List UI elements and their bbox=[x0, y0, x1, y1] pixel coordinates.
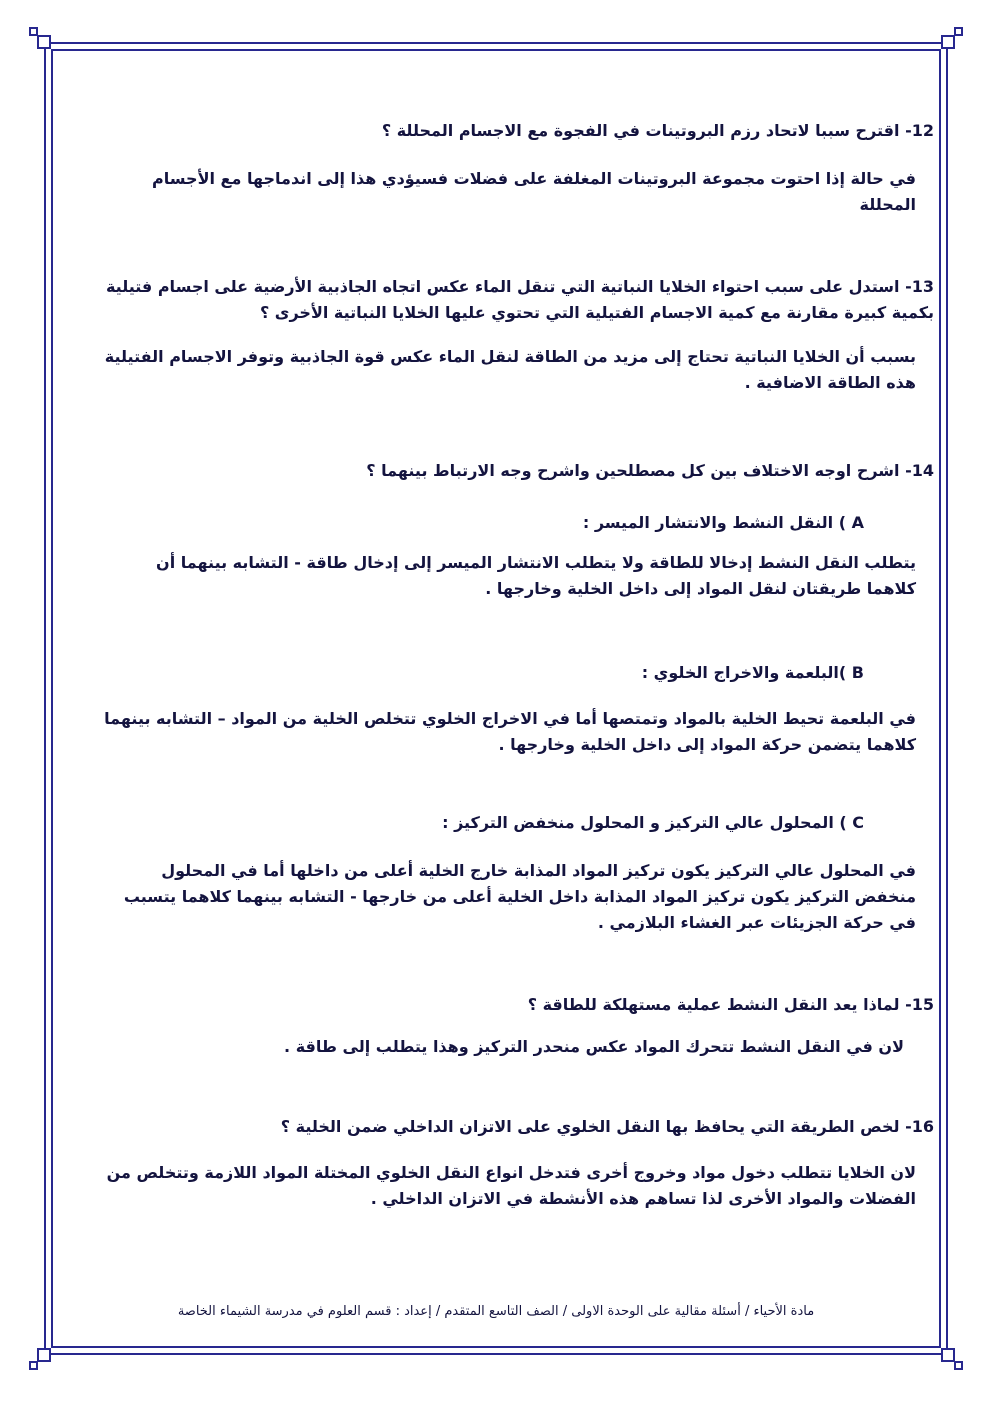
border-corner-ornament bbox=[29, 27, 38, 36]
answer-12: في حالة إذا احتوت مجموعة البروتينات المغلفة على فضلات فسيؤدي هذا إلى اندماجها مع الأجسام المحللة bbox=[152, 169, 916, 214]
border-corner-ornament bbox=[954, 27, 963, 36]
question-14-part-a-answer: يتطلب النقل النشط إدخالا للطاقة ولا يتطلب الانتشار الميسر إلى إدخال طاقة - التشابه بينهما أن كلاهما طريقتان لنقل المواد إلى داخل الخلية وخارجها . bbox=[156, 553, 916, 598]
question-14-part-b-label: B )البلعمة والاخراج الخلوي : bbox=[641, 663, 864, 682]
border-corner-ornament bbox=[941, 35, 955, 49]
question-13: 13- استدل على سبب احتواء الخلايا النباتية التي تنقل الماء عكس اتجاه الجاذبية الأرضية على اجسام فتيلية بكمية كبيرة مقارنة مع كمية الاجسام الفتيلية التي تحتوي عليها الخلايا النباتية الأخرى ؟ bbox=[105, 277, 934, 322]
question-14-part-b-answer: في البلعمة تحيط الخلية بالمواد وتمتصها أما في الاخراج الخلوي تتخلص الخلية من المواد – التشابه بينهما كلاهما يتضمن حركة المواد إلى داخل الخلية وخارجها . bbox=[104, 709, 916, 754]
question-14: 14- اشرح اوجه الاختلاف بين كل مصطلحين واشرح وجه الارتباط بينهما ؟ bbox=[366, 461, 934, 480]
footer-text: مادة الأحياء / أسئلة مقالية على الوحدة الاولى / الصف التاسع المتقدم / إعداد : قسم العلوم في مدرسة الشيماء الخاصة bbox=[177, 1304, 815, 1319]
answer-13: بسبب أن الخلايا النباتية تحتاج إلى مزيد من الطاقة لنقل الماء عكس قوة الجاذبية وتوفر الاجسام الفتيلية هذه الطاقة الاضافية . bbox=[104, 347, 916, 392]
question-12: 12- اقترح سببا لاتحاد رزم البروتينات في الفجوة مع الاجسام المحللة ؟ bbox=[381, 121, 934, 140]
question-14-part-c-label: C ) المحلول عالي التركيز و المحلول منخفض التركيز : bbox=[442, 813, 864, 832]
border-corner-ornament bbox=[954, 1361, 963, 1370]
question-14-part-c-answer: في المحلول عالي التركيز يكون تركيز المواد المذابة خارج الخلية أعلى من داخلها أما في المحلول منخفض التركيز يكون تركيز المواد المذابة داخل الخلية أعلى من خارجها - التشابه بينهما كلاهما يتسبب في حركة الجزيئات عبر الغشاء البلازمي . bbox=[123, 861, 916, 932]
border-corner-ornament bbox=[29, 1361, 38, 1370]
border-corner-ornament bbox=[37, 35, 51, 49]
question-14-part-a-label: A ) النقل النشط والانتشار الميسر : bbox=[582, 513, 864, 532]
border-corner-ornament bbox=[941, 1348, 955, 1362]
border-corner-ornament bbox=[37, 1348, 51, 1362]
question-16: 16- لخص الطريقة التي يحافظ بها النقل الخلوي على الاتزان الداخلي ضمن الخلية ؟ bbox=[280, 1117, 934, 1136]
document-content bbox=[62, 60, 934, 1212]
answer-16: لان الخلايا تتطلب دخول مواد وخروج أخرى فتدخل انواع النقل الخلوي المختلة المواد اللازمة وتتخلص من الفضلات والمواد الأخرى لذا تساهم هذه الأنشطة في الاتزان الداخلي . bbox=[106, 1163, 916, 1208]
question-15: 15- لماذا يعد النقل النشط عملية مستهلكة للطاقة ؟ bbox=[527, 995, 934, 1014]
answer-15: لان في النقل النشط تتحرك المواد عكس منحدر التركيز وهذا يتطلب إلى طاقة . bbox=[284, 1037, 904, 1056]
